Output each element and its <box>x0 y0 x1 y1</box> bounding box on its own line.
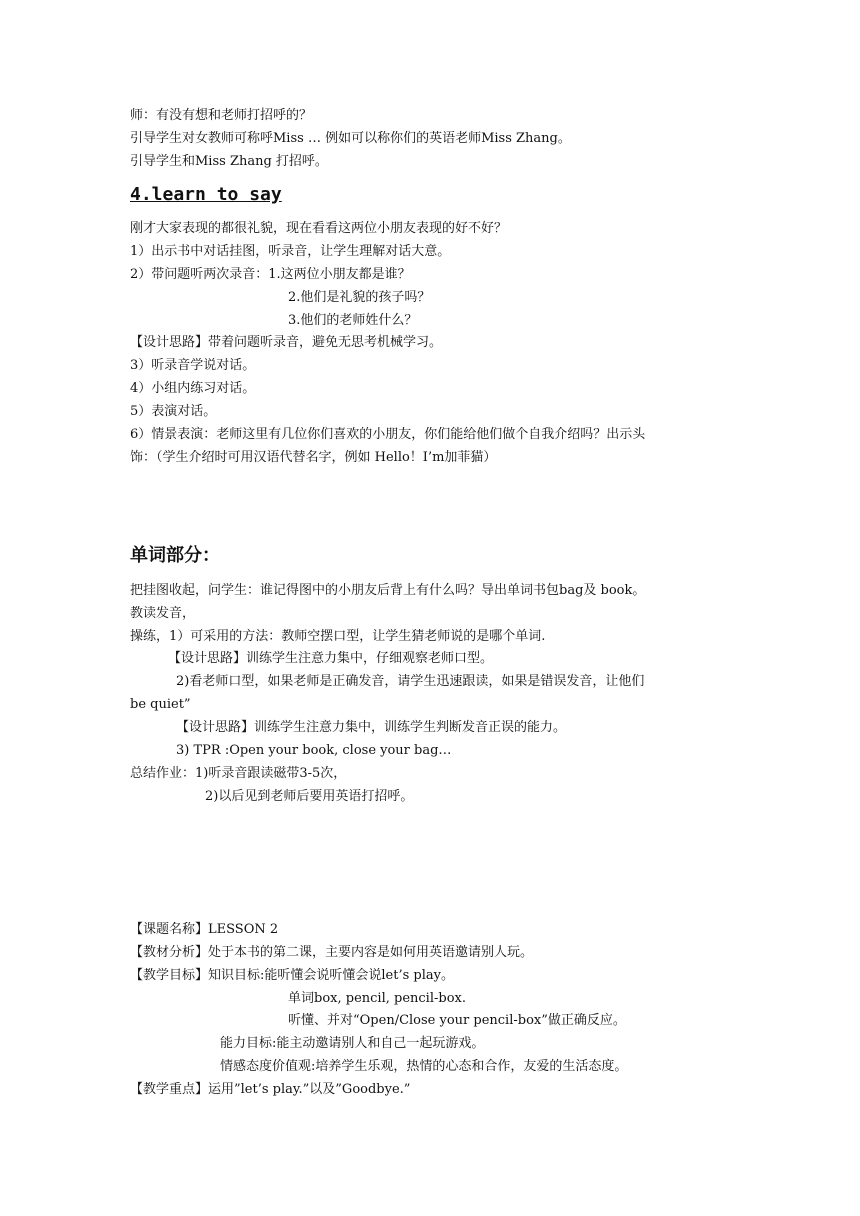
text-line: 5）表演对话。 <box>130 404 217 419</box>
text-line: 饰：（学生介绍时可用汉语代替名字，例如 Hello！I’m加菲猫） <box>130 450 497 465</box>
text-line: 2)以后见到老师后要用英语打招呼。 <box>205 789 414 804</box>
text-line: 2)看老师口型，如果老师是正确发音，请学生迅速跟读，如果是错误发音，让他们 <box>176 674 645 689</box>
text-line: 刚才大家表现的都很礼貌，现在看看这两位小朋友表现的好不好？ <box>130 221 508 236</box>
text-line: 教读发音， <box>130 606 196 621</box>
text-line: 把挂图收起，问学生：谁记得图中的小朋友后背上有什么吗？导出单词书包bag及 book。 <box>130 583 646 598</box>
text-line: 6）情景表演：老师这里有几位你们喜欢的小朋友，你们能给他们做个自我介绍吗？出示头 <box>130 427 646 442</box>
text-line: 【设计思路】训练学生注意力集中，训练学生判断发音正误的能力。 <box>176 720 567 735</box>
text-line: 情感态度价值观:培养学生乐观，热情的心态和合作，友爱的生活态度。 <box>220 1059 628 1074</box>
text-line: 引导学生对女教师可称呼Miss … 例如可以称你们的英语老师Miss Zhang。 <box>130 131 571 146</box>
text-line: 【设计思路】训练学生注意力集中，仔细观察老师口型。 <box>168 651 494 666</box>
text-line: 2.他们是礼貌的孩子吗？ <box>288 290 431 305</box>
text-line: 引导学生和Miss Zhang 打招呼。 <box>130 154 328 169</box>
text-line: 【教学重点】运用”let’s play.”以及”Goodbye.” <box>130 1082 411 1097</box>
section-heading-learn-to-say: 4.learn to say <box>130 184 282 205</box>
text-line: 能力目标:能主动邀请别人和自己一起玩游戏。 <box>220 1036 485 1051</box>
text-line: 师：有没有想和老师打招呼的？ <box>130 108 313 123</box>
text-line: 【教材分析】处于本书的第二课，主要内容是如何用英语邀请别人玩。 <box>130 945 534 960</box>
text-line: 2）带问题听两次录音：1.这两位小朋友都是谁？ <box>130 267 411 282</box>
text-line: 单词box, pencil, pencil-box. <box>288 991 466 1006</box>
text-line: 听懂、并对“Open/Close your pencil-box”做正确反应。 <box>288 1013 626 1028</box>
section-heading-vocabulary: 单词部分： <box>130 545 220 566</box>
text-line: 3）听录音学说对话。 <box>130 358 256 373</box>
text-line: 3) TPR :Open your book, close your bag… <box>176 743 452 758</box>
text-line: 【设计思路】带着问题听录音，避免无思考机械学习。 <box>130 335 443 350</box>
text-line: 3.他们的老师姓什么？ <box>288 313 418 328</box>
text-line: be quiet” <box>130 697 191 712</box>
text-line: 1）出示书中对话挂图，听录音，让学生理解对话大意。 <box>130 244 451 259</box>
text-line: 【教学目标】知识目标:能听懂会说听懂会说let’s play。 <box>130 968 454 983</box>
text-line: 4）小组内练习对话。 <box>130 381 256 396</box>
text-line: 总结作业：1)听录音跟读磁带3-5次， <box>130 766 347 781</box>
text-line: 操练，1）可采用的方法：教师空摆口型，让学生猜老师说的是哪个单词. <box>130 629 546 644</box>
text-line: 【课题名称】LESSON 2 <box>130 922 279 937</box>
